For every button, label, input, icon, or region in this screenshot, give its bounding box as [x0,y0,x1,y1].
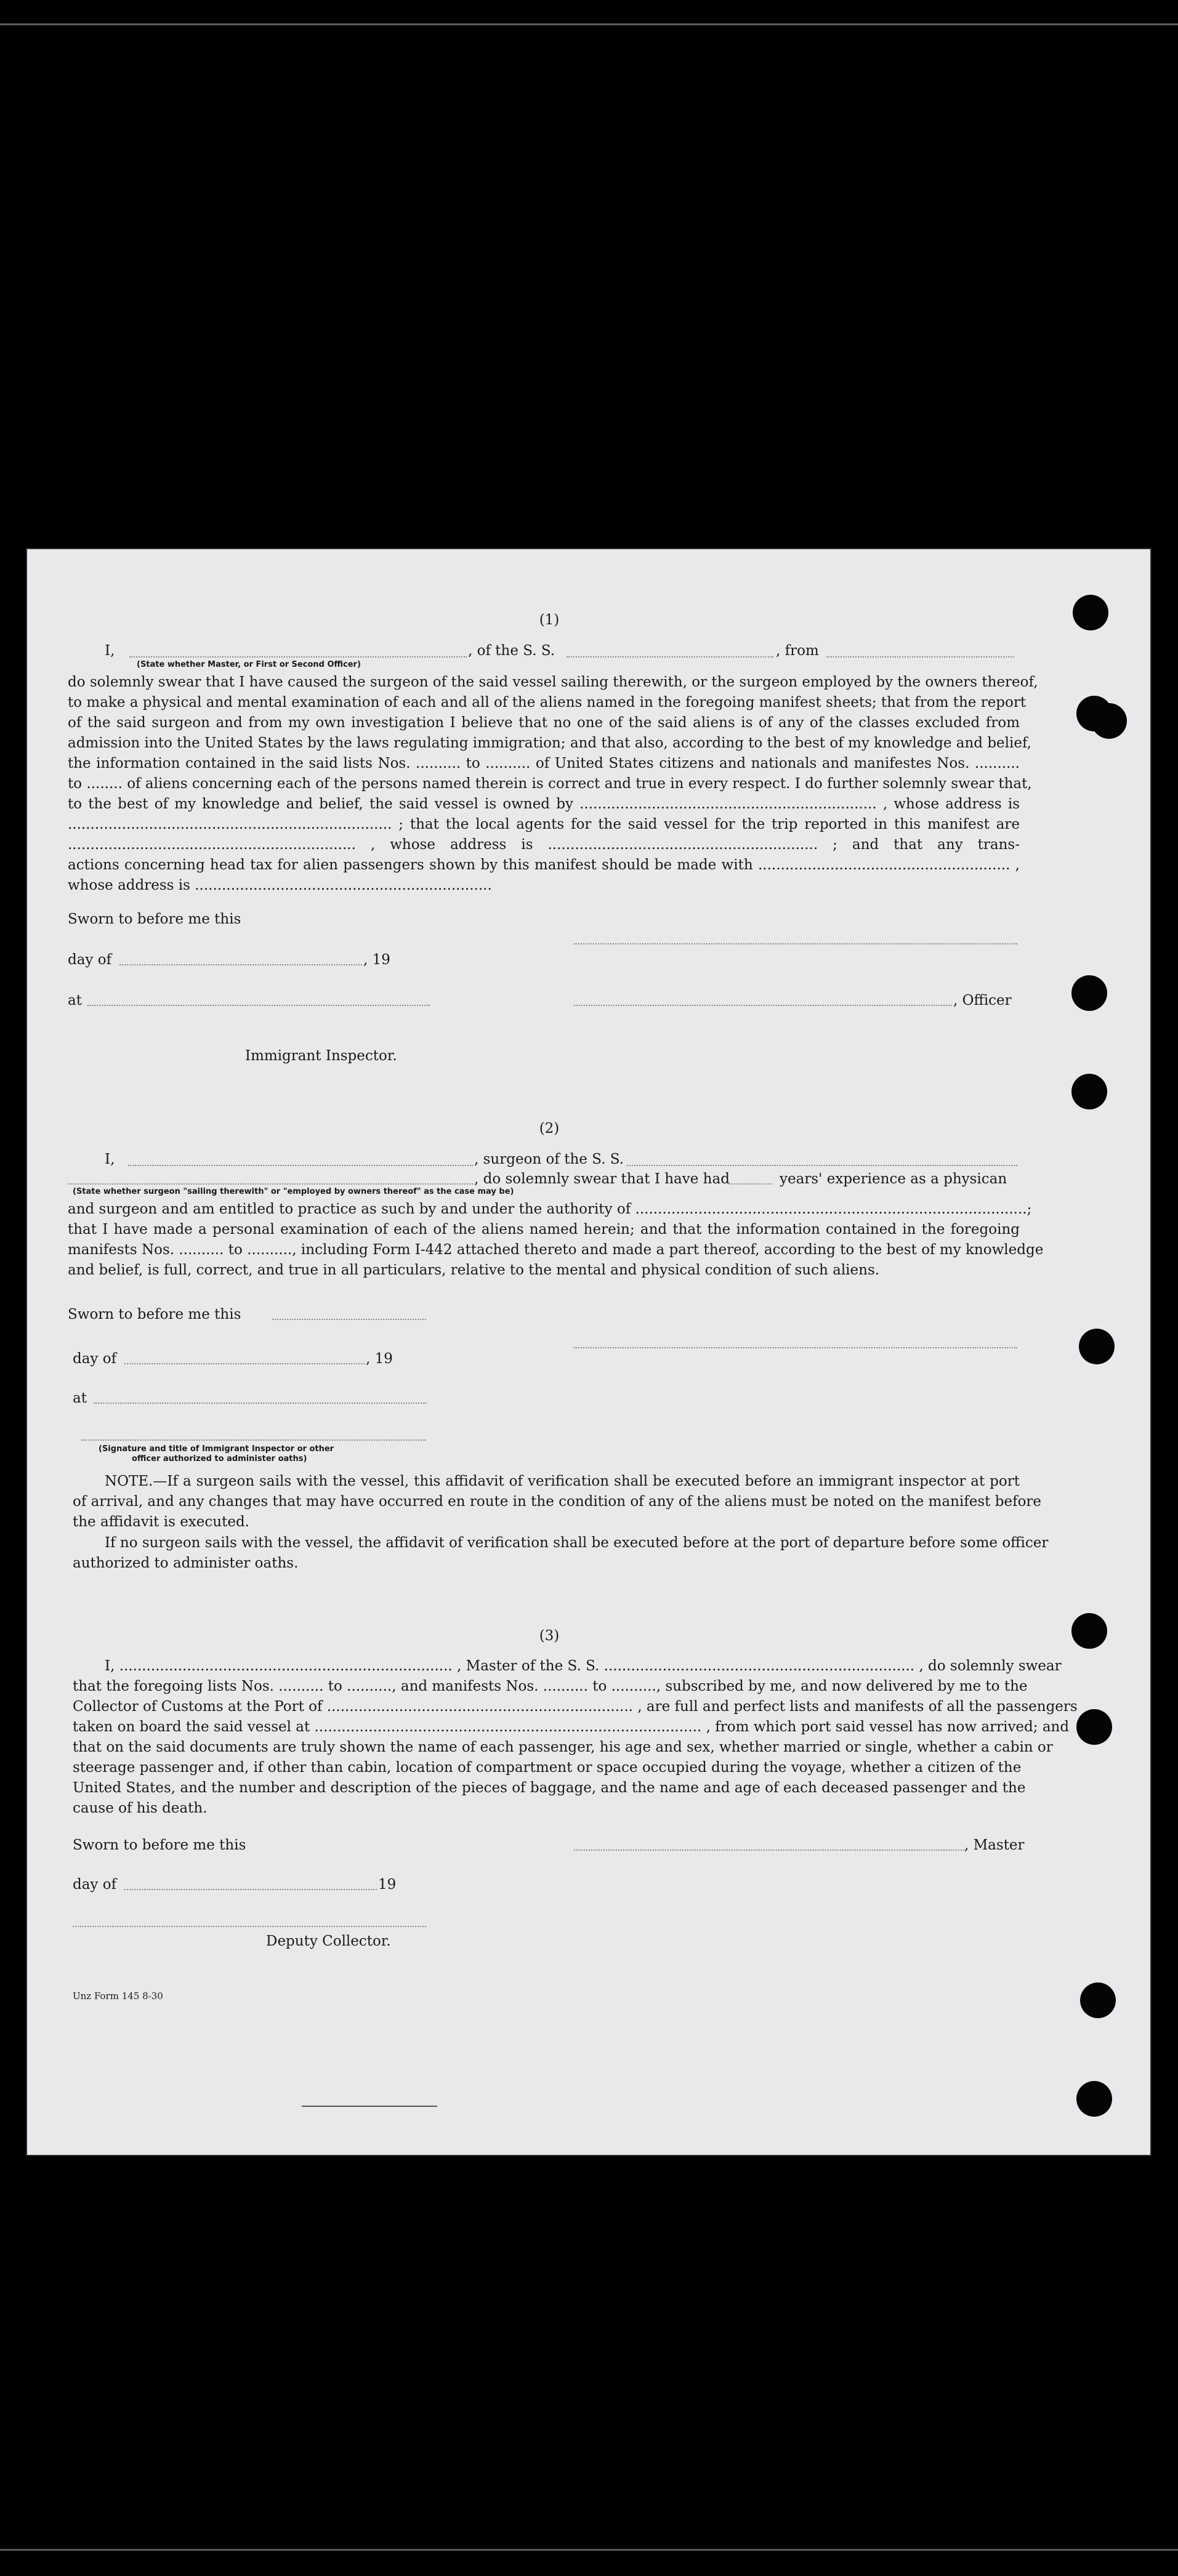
section-1-oath-text [68,672,1038,896]
oath-line: and surgeon and am entitled to practice as such by and under the authority of .......................................................................................; [68,1201,1032,1217]
surgeon-signature-field[interactable] [574,1347,1017,1348]
oath-line: taken on board the said vessel at ...................................................................................... , from which port said vessel has now arrived; and [73,1719,1070,1735]
ship-name-field[interactable] [567,656,773,658]
oath-line: of the said surgeon and from my own investigation I believe that no one of the said aliens is of any of the classes excluded from [68,715,1020,731]
section-2-at: at [73,1390,87,1406]
oath-line: manifests Nos. .......... to .........., including Form I-442 attached thereto and made a part thereof, according to the best of my knowledge [68,1242,1044,1258]
section-2-year: , 19 [366,1351,393,1367]
note-line: If no surgeon sails with the vessel, the affidavit of verification shall be executed before at the port of departure before some officer [105,1535,1049,1551]
bottom-border-line [0,2549,1178,2551]
section-3-sworn: Sworn to before me this [73,1837,246,1853]
surgeon-ship-field[interactable] [627,1165,1017,1166]
place-field[interactable] [87,1005,430,1006]
oath-line: steerage passenger and, if other than cabin, location of compartment or space occupied during the voyage, whether a citizen of the [73,1760,1022,1776]
section-2-intro-i: I, [105,1151,115,1167]
section-2-oath-text [68,1199,1044,1281]
oath-line: ................................................................ , whose address is ............................................................ ; and that any trans- [68,837,1020,853]
punch-hole [1076,1709,1112,1745]
punch-hole [1071,1613,1107,1649]
place-field[interactable] [94,1403,426,1404]
note-line: the affidavit is executed. [73,1514,249,1530]
section-3-oath-text [73,1656,1078,1819]
section-2-day-of: day of [73,1351,117,1367]
departure-port-field[interactable] [826,656,1014,658]
sworn-date-field[interactable] [272,1319,426,1320]
oath-line: Collector of Customs at the Port of .................................................................... , are full and perfect lists and manifests of all the passengers [73,1699,1078,1715]
inspector-signature-field[interactable] [81,1439,426,1441]
collector-signature-field[interactable] [73,1926,426,1927]
section-3-deputy: Deputy Collector. [266,1933,391,1949]
surgeon-name-field[interactable] [128,1165,473,1166]
section-3-day-of: day of [73,1877,117,1893]
years-field[interactable] [729,1183,772,1185]
section-1-officer: , Officer [953,992,1012,1008]
section-1-of-ss: , of the S. S. [468,643,555,659]
section-1-sworn: Sworn to before me this [68,911,241,927]
oath-line: to make a physical and mental examination of each and all of the aliens named in the foregoing manifest sheets; that from the report [68,694,1027,710]
section-2-signature-note-1: (Signature and title of Immigrant Inspector or other [99,1444,334,1454]
punch-hole [1071,1074,1107,1109]
note-line: of arrival, and any changes that may have occurred en route in the condition of any of the aliens must be noted on the manifest before [73,1494,1042,1510]
note-line: NOTE.—If a surgeon sails with the vessel, this affidavit of verification shall be executed before an immigrant inspector at port [105,1473,1020,1489]
oath-line: to ........ of aliens concerning each of the persons named therein is correct and true in every respect. I do further solemnly swear that, [68,776,1032,792]
day-field[interactable] [124,1889,377,1890]
punch-hole [1071,975,1107,1011]
oath-line: the information contained in the said lists Nos. .......... to .......... of United States citizens and nationals and manifestes Nos. .......... [68,755,1020,771]
oath-line: to the best of my knowledge and belief, the said vessel is owned by .................................................................. , whose address is [68,796,1020,812]
oath-line: United States, and the number and description of the pieces of baggage, and the name and age of each deceased passenger and the [73,1780,1026,1796]
section-1-intro-i: I, [105,643,115,659]
section-1-year: , 19 [363,952,390,968]
section-1-at: at [68,992,82,1008]
section-1-inspector: Immigrant Inspector. [245,1048,397,1064]
section-2-surgeon-of: , surgeon of the S. S. [474,1151,624,1167]
master-name-field[interactable] [129,656,467,658]
section-2-note [73,1471,1042,1532]
oath-line: whose address is .................................................................. [68,877,492,893]
section-2-years: years' experience as a physican [780,1171,1007,1187]
oath-line: and belief, is full, correct, and true in all particulars, relative to the mental and physical condition of such aliens. [68,1262,880,1278]
signature-line[interactable] [574,943,1017,944]
punch-hole [1080,1982,1116,2018]
punch-hole [1076,2081,1112,2117]
section-2-solemnly: , do solemnly swear that I have had [474,1171,730,1187]
form-number: Unz Form 145 8-30 [73,1990,163,2002]
note-line: authorized to administer oaths. [73,1555,299,1571]
oath-line: I, .......................................................................... , Master of the S. S. ..................................................................... , do solemnly swear [105,1658,1062,1674]
day-field[interactable] [119,964,362,965]
section-3-number: (3) [539,1628,560,1644]
top-border-line [0,23,1178,25]
section-2-sworn: Sworn to before me this [68,1306,241,1322]
oath-line: admission into the United States by the laws regulating immigration; and that also, according to the best of my knowledge and belief, [68,735,1031,751]
oath-line: ........................................................................ ; that the local agents for the said vessel for the trip reported in this manifest are [68,816,1020,832]
section-1-day-of: day of [68,952,112,968]
oath-line: do solemnly swear that I have caused the surgeon of the said vessel sailing therewith, or the surgeon employed by the owners thereof, [68,674,1038,690]
punch-hole [1073,595,1108,630]
section-2-note-2 [73,1533,1049,1574]
punch-hole [1091,703,1127,739]
section-3-year: 19 [378,1877,397,1893]
master-signature-field[interactable] [574,1849,964,1851]
surgeon-title-field[interactable] [68,1183,473,1185]
section-2-role-note: (State whether surgeon "sailing therewith" or "employed by owners thereof" as the case may be) [73,1187,514,1196]
oath-line: that the foregoing lists Nos. .......... to .........., and manifests Nos. .......... to .........., subscribed by me, and now delivered by me to the [73,1678,1028,1694]
section-1-role-note: (State whether Master, or First or Second Officer) [137,660,361,669]
oath-line: that on the said documents are truly shown the name of each passenger, his age and sex, whether married or single, whether a cabin or [73,1739,1053,1755]
section-2-signature-note-2: officer authorized to administer oaths) [132,1454,307,1463]
form-page [26,548,1152,2156]
oath-line: that I have made a personal examination of each of the aliens named herein; and that the information contained in the foregoing [68,1222,1020,1238]
bottom-rule [302,2106,437,2107]
punch-hole [1079,1329,1115,1364]
section-3-master: , Master [964,1837,1025,1853]
oath-line: cause of his death. [73,1800,208,1816]
day-field[interactable] [124,1363,365,1364]
officer-signature-field[interactable] [574,1005,952,1006]
section-1-from: , from [776,643,819,659]
oath-line: actions concerning head tax for alien passengers shown by this manifest should be made with ........................................................ , [68,857,1020,873]
section-1-number: (1) [539,612,560,628]
section-2-number: (2) [539,1121,560,1137]
